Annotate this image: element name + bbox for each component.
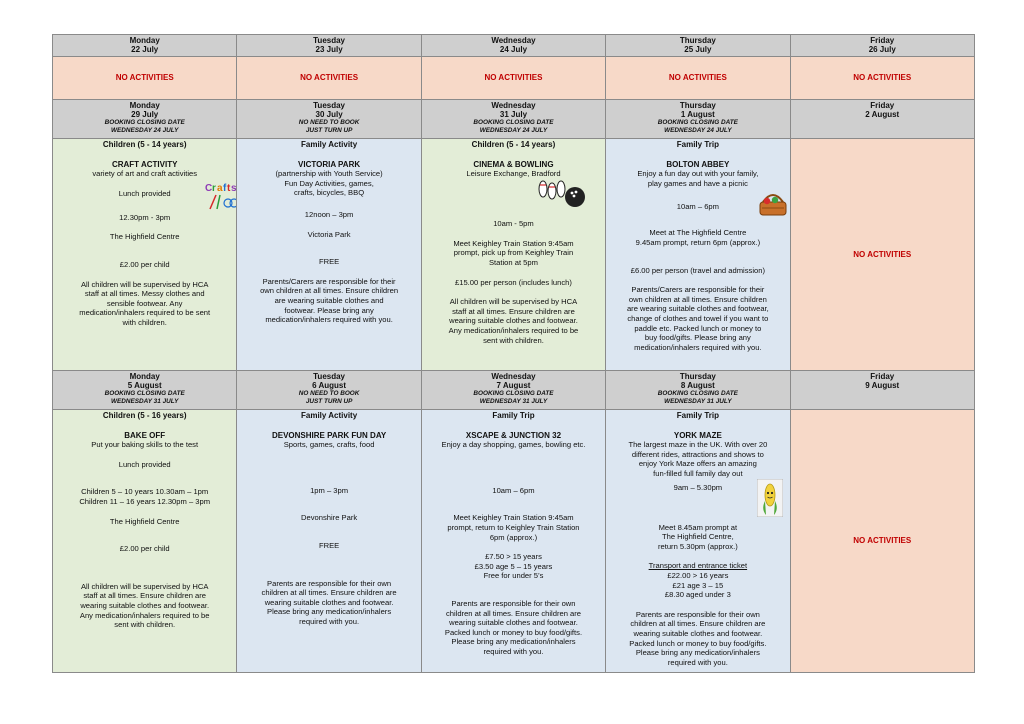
week1-no-activities-row [53,57,975,100]
no-activities-cell: NO ACTIVITIES [53,57,237,100]
category-label: Children (5 - 16 years) [102,411,187,420]
activity-title: YORK MAZE [673,430,722,440]
no-activities-cell: NO ACTIVITIES [790,139,974,371]
picnic-basket-icon [757,188,789,218]
activity-cell-bolton-abbey: Family Trip BOLTON ABBEY Enjoy a fun day out with your family, play games and have a picnic 10am – 6pm Meet at The Highfield Centre 9.45am prompt, return 6pm (approx.) £6.00 per person (travel and admission) Parents/Carers are responsible for their own children at all times. Ensure children are wearing suitable clothes and footwear, change of clothes and towel if you want to paddle etc. Packed lunch or money to buy food/gifts. Please bring any medication/inhalers required with you. [606,139,790,371]
week1-header-row [53,35,975,57]
svg-text:f: f [223,182,227,194]
svg-text:r: r [212,182,216,194]
day-header: Friday 9 August [790,371,974,410]
category-label: Family Trip [676,411,719,420]
activity-title: CRAFT ACTIVITY [111,159,178,169]
day-header: Friday 26 July [790,35,974,57]
week2-header-row [53,100,975,139]
day-header: Wednesday 31 July BOOKING CLOSING DATE WEDNESDAY 24 JULY [421,100,605,139]
bowling-icon [533,175,589,209]
activity-cell-xscape: Family Trip XSCAPE & JUNCTION 32 Enjoy a day shopping, games, bowling etc. 10am – 6pm Meet Keighley Train Station 9:45am prompt, return to Keighley Train Station 6pm (approx.) £7.50 > 15 years £3.50 age 5 – 15 years Free for under 5’s Parents are responsible for their own children at all times. Ensure children are wearing suitable clothes and footwear. Packed lunch or money to buy food/gifts. Please bring any medication/inhalers required with you. [421,410,605,673]
category-label: Children (5 - 14 years) [471,140,556,149]
day-header: Tuesday 30 July NO NEED TO BOOK JUST TURN UP [237,100,421,139]
category-label: Family Trip [492,411,535,420]
activity-cell-cinema-bowling: Children (5 - 14 years) CINEMA & BOWLING Leisure Exchange, Bradford 10am - 5pm Meet Keighley Train Station 9:45am prompt, pick up from Keighley Train Station at 5pm £15.00 per person (includes lunch) All children will be supervised by HCA staff at all times. Ensure children are wearing suitable clothes and footwear. Any medication/inhalers required to be sent with children. [421,139,605,371]
svg-text:s: s [231,182,237,194]
day-header: Thursday 8 August BOOKING CLOSING DATE WEDNESDAY 31 JULY [606,371,790,410]
activity-cell-craft: Children (5 - 14 years) CRAFT ACTIVITY variety of art and craft activities Lunch provided C r a f t s 12.30pm - 3pm The Highfield Centre £2.00 per child All children will be supervised by HCA staff at all times. Messy clothes and sensible footwear. Any medication/inhalers required to be sent with children. [53,139,237,371]
activity-title: BAKE OFF [124,430,166,440]
activity-schedule [52,34,975,673]
day-header: Tuesday 23 July [237,35,421,57]
week2-content-row [53,139,975,371]
activity-title: BOLTON ABBEY [666,159,730,169]
no-activities-cell: NO ACTIVITIES [790,57,974,100]
day-header: Thursday 1 August BOOKING CLOSING DATE WEDNESDAY 24 JULY [606,100,790,139]
day-header: Monday 5 August BOOKING CLOSING DATE WEDNESDAY 31 JULY [53,371,237,410]
no-activities-cell: NO ACTIVITIES [421,57,605,100]
category-label: Children (5 - 14 years) [102,140,187,149]
week3-content-row [53,410,975,673]
svg-text:t: t [227,182,231,194]
day-header: Thursday 25 July [606,35,790,57]
category-label: Family Trip [676,140,719,149]
day-header: Friday 2 August [790,100,974,139]
activity-cell-victoria-park: Family Activity VICTORIA PARK (partnership with Youth Service) Fun Day Activities, games, crafts, bicycles, BBQ 12noon – 3pm Victoria Park FREE Parents/Carers are responsible for their own children at all times. Ensure children are wearing suitable clothes and footwear. Please bring any medication/inhalers required with you. [237,139,421,371]
activity-title: VICTORIA PARK [298,159,361,169]
category-label: Family Activity [301,411,358,420]
activity-title: XSCAPE & JUNCTION 32 [465,430,562,440]
activity-cell-bake-off: Children (5 - 16 years) BAKE OFF Put your baking skills to the test Lunch provided Children 5 – 10 years 10.30am – 1pm Children 11 – 16 years 12.30pm – 3pm The Highfield Centre £2.00 per child All children will be supervised by HCA staff at all times. Ensure children are wearing suitable clothes and footwear. Any medication/inhalers required to be sent with children. [53,410,237,673]
week3-header-row [53,371,975,410]
day-header: Wednesday 24 July [421,35,605,57]
activity-title: DEVONSHIRE PARK FUN DAY [271,430,387,440]
no-activities-cell: NO ACTIVITIES [606,57,790,100]
activity-title: CINEMA & BOWLING [473,159,554,169]
day-header: Monday 22 July [53,35,237,57]
svg-text:C: C [205,182,213,194]
day-header: Monday 29 July BOOKING CLOSING DATE WEDNESDAY 24 JULY [53,100,237,139]
activity-cell-york-maze: Family Trip YORK MAZE The largest maze in the UK. With over 20 different rides, attractions and shows to enjoy York Maze offers an amazing fun-filled full family day out 9am – 5.30pm Meet 8.45am prompt at The Highfield Centre, return 5.30pm (approx.) Transport and entrance ticket £22.00 > 16 years £21 age 3 – 15 £8.30 aged under 3 Parents are responsible for their own children at all times. Ensure children are wearing suitable clothes and footwear. Packed lunch or money to buy food/gifts. Please bring any medication/inhalers required with you. [606,410,790,673]
svg-text:a: a [217,182,223,194]
no-activities-cell: NO ACTIVITIES [790,410,974,673]
day-header: Wednesday 7 August BOOKING CLOSING DATE WEDNESDAY 31 JULY [421,371,605,410]
activity-cell-devonshire-park: Family Activity DEVONSHIRE PARK FUN DAY Sports, games, crafts, food 1pm – 3pm Devonshire Park FREE Parents are responsible for their own children at all times. Ensure children are wearing suitable clothes and footwear. Please bring any medication/inhalers required with you. [237,410,421,673]
crafts-icon [204,179,237,213]
corn-mascot-icon [757,479,783,517]
day-header: Tuesday 6 August NO NEED TO BOOK JUST TURN UP [237,371,421,410]
no-activities-cell: NO ACTIVITIES [237,57,421,100]
category-label: Family Activity [301,140,358,149]
